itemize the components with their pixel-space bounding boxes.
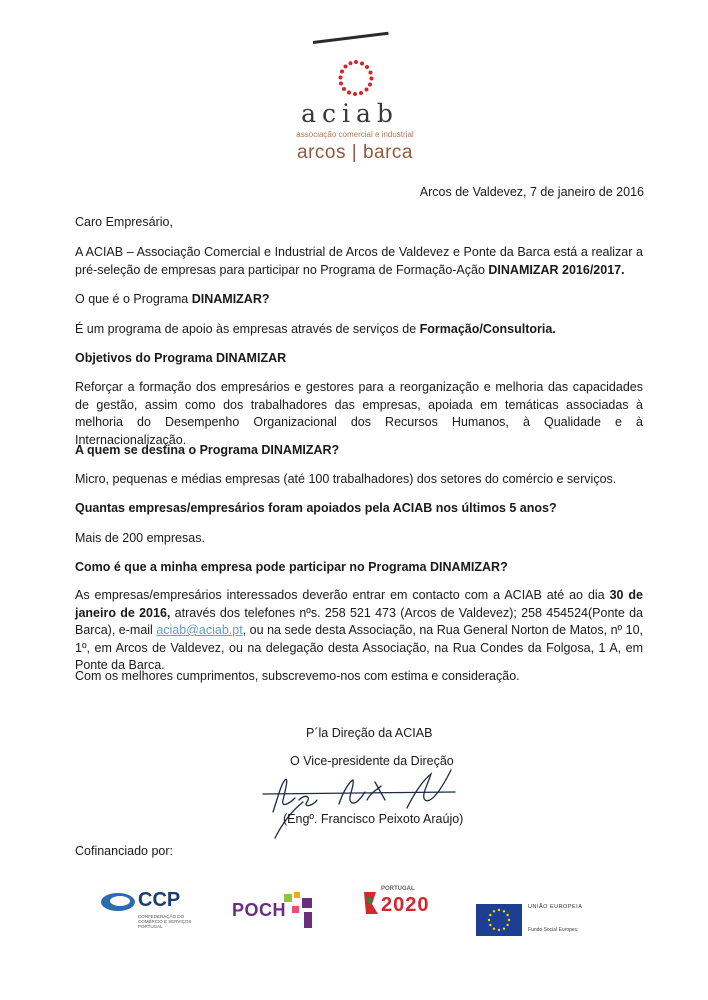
date-line: Arcos de Valdevez, 7 de janeiro de 2016 [419,185,644,199]
aciab-logo-icon [336,58,376,98]
email-link[interactable]: aciab@aciab.pt [156,623,243,637]
logo-places: arcos | barca [297,142,413,163]
logo-bar [313,32,389,44]
quantas-paragraph: Mais de 200 empresas. [75,531,205,545]
handwritten-signature [255,752,465,842]
heading-objetivos: Objetivos do Programa DINAMIZAR [75,351,287,365]
eu-logo-text: UNIÃO EUROPEIA [528,904,583,910]
heading-quantas: Quantas empresas/empresários foram apoiados pela ACIAB nos últimos 5 anos? [75,501,557,515]
quem-paragraph: Micro, pequenas e médias empresas (até 100 trabalhadores) dos setores do comércio e serviços. [75,472,617,486]
objetivos-paragraph: Reforçar a formação dos empresários e gestores para a reorganização e melhoria das capacidades de gestão, assim como dos trabalhadores das empresas, apoiada em temáticas associadas à melhoria do Desempenho Organizacional dos Recursos Humanos, à Qualidade e à Internacionalização. [75,380,643,447]
eu-flag-icon [476,904,522,936]
como-paragraph: As empresas/empresários interessados deverão entrar em contacto com a ACIAB até ao dia 30 de janeiro de 2016, através dos telefones nºs. 258 521 473 (Arcos de Valdevez); 258 454524(Ponte da Barca), e-mail aciab@aciab.pt, ou na sede desta Associação, na Rua General Norton de Matos, nº 10, 1º, em Arcos de Valdevez, ou na delegação desta Associação, na Rua Condes da Folgosa, 1 A, em Ponte da Barca. [75,588,643,672]
eu-fund-text: Fundo Social Europeu [528,927,578,933]
funding-logos [0,880,708,950]
question-what: O que é o Programa DINAMIZAR? [75,292,270,306]
signature-line-2: O Vice-presidente da Direção [290,754,454,768]
portugal2020-logo-text: 2020 [381,894,430,916]
heading-como: Como é que a minha empresa pode participar no Programa DINAMIZAR? [75,560,508,574]
greeting: Caro Empresário, [75,215,173,229]
closing-paragraph: Com os melhores cumprimentos, subscrevemo-nos com estima e consideração. [75,669,520,683]
signature-line-1: P´la Direção da ACIAB [306,726,433,740]
poch-logo-text: POCH [232,900,287,920]
logo-subtitle: associação comercial e industrial [296,130,414,139]
portugal2020-logo-icon [362,888,380,918]
portugal2020-logo-small: PORTUGAL [381,886,415,892]
signatory-name: (Engº. Francisco Peixoto Araújo) [283,812,464,826]
heading-quem: A quem se destina o Programa DINAMIZAR? [75,443,340,457]
logo-wordmark: aciab [301,99,399,128]
intro-paragraph: A ACIAB – Associação Comercial e Industrial de Arcos de Valdevez e Ponte da Barca está a realizar a pré-seleção de empresas para participar no Programa de Formação-Ação DINAMIZAR 2016/2017. [75,245,643,277]
ccp-logo-subtitle: CONFEDERAÇÃO DO COMÉRCIO E SERVIÇOS PORTUGAL [138,914,192,929]
ccp-logo-text: CCP [138,889,181,911]
answer-what: É um programa de apoio às empresas através de serviços de Formação/Consultoria. [75,322,556,336]
ccp-logo-icon [100,890,136,914]
cofinanciado-label: Cofinanciado por: [75,844,173,858]
